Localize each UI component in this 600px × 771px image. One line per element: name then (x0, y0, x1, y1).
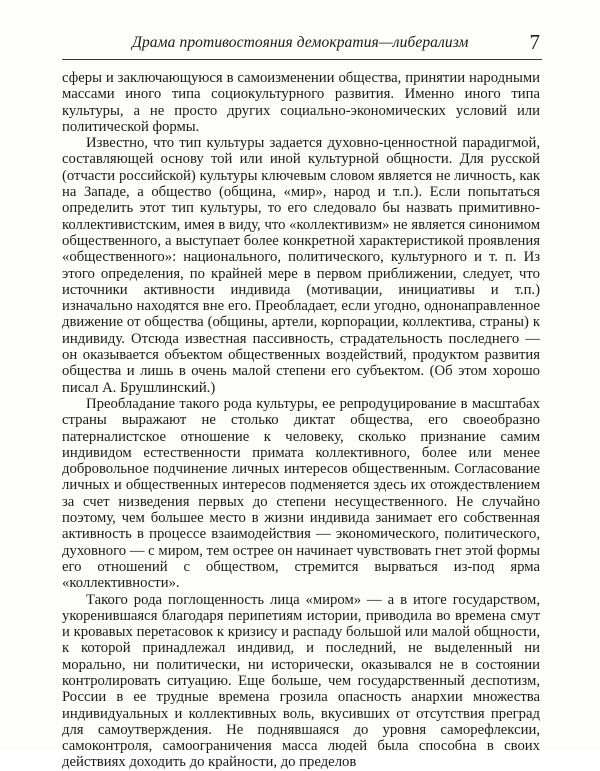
paragraph: Известно, что тип культуры задается духовно-ценностной парадигмой, составляющей основу той или иной культурной общности. Для русской (отчасти российской) культуры ключевым словом является не личность, как на Западе, а общество (община, «мир», народ и т.п.). Если попытаться определить этот тип культуры, то его следовало бы назвать примитивно-коллективистским, имея в виду, что «коллективизм» не является синонимом общественного, а выступает более конкретной характеристикой проявления «общественного»: национального, политического, культурного и т. п. Из этого определения, по крайней мере в первом приближении, следует, что источники активности индивида (мотивации, инициативы и т.п.) изначально находятся вне его. Преобладает, если угодно, однонаправленное движение от общества (общины, артели, корпорации, коллектива, страны) к индивиду. Отсюда известная пассивность, страдательность последнего — он оказывается объектом общественных воздействий, продуктом развития общества и лишь в очень малой степени его субъектом. (Об этом хорошо писал А. Брушлинский.) (62, 135, 540, 396)
header-rule (62, 59, 542, 60)
running-head (62, 30, 540, 56)
body-text (62, 70, 540, 771)
running-title: Драма противостояния демократия—либерализм (132, 34, 469, 51)
paragraph-continuation: сферы и заключающуюся в самоизменении общества, принятии народными массами иного типа социокультурного развития. Именно иного типа культуры, а не просто других социально-экономических условий или политической формы. (62, 70, 540, 135)
paragraph: Такого рода поглощенность лица «миром» — а в итоге государством, укоренившаяся благодаря перипетиям истории, приводила во времена смут и кровавых перетасовок к кризису и распаду большой или малой общности, к которой принадлежал индивид, и последний, не выделенный ни морально, ни политически, ни исторически, оказывался не в состоянии контролировать ситуацию. Еще больше, чем государственный деспотизм, России в ее трудные времена грозила опасность анархии множества индивидуальных и коллективных воль, вкусивших от отсутствия преград для самоутверждения. Не поднявшаяся до уровня саморефлексии, самоконтроля, самоограничения масса людей была способна в своих действиях доходить до крайности, до пределов (62, 591, 540, 771)
paragraph: Преобладание такого рода культуры, ее репродуцирование в масштабах страны выражают не столько диктат общества, его своеобразно патерналистское отношение к человеку, сколько признание самим индивидом естественности примата коллективного, более или менее добровольное подчинение личных интересов общественным. Согласование личных и общественных интересов подменяется здесь их отождествлением за счет низведения первых до степени несущественного. Не случайно поэтому, чем большее место в жизни индивида занимает его собственная активность в процессе взаимодействия — экономического, политического, духовного — с миром, тем острее он начинает чувствовать гнет этой формы его отношений с обществом, стремится вырваться из-под ярма «коллективности». (62, 395, 540, 592)
page-number: 7 (529, 30, 540, 54)
